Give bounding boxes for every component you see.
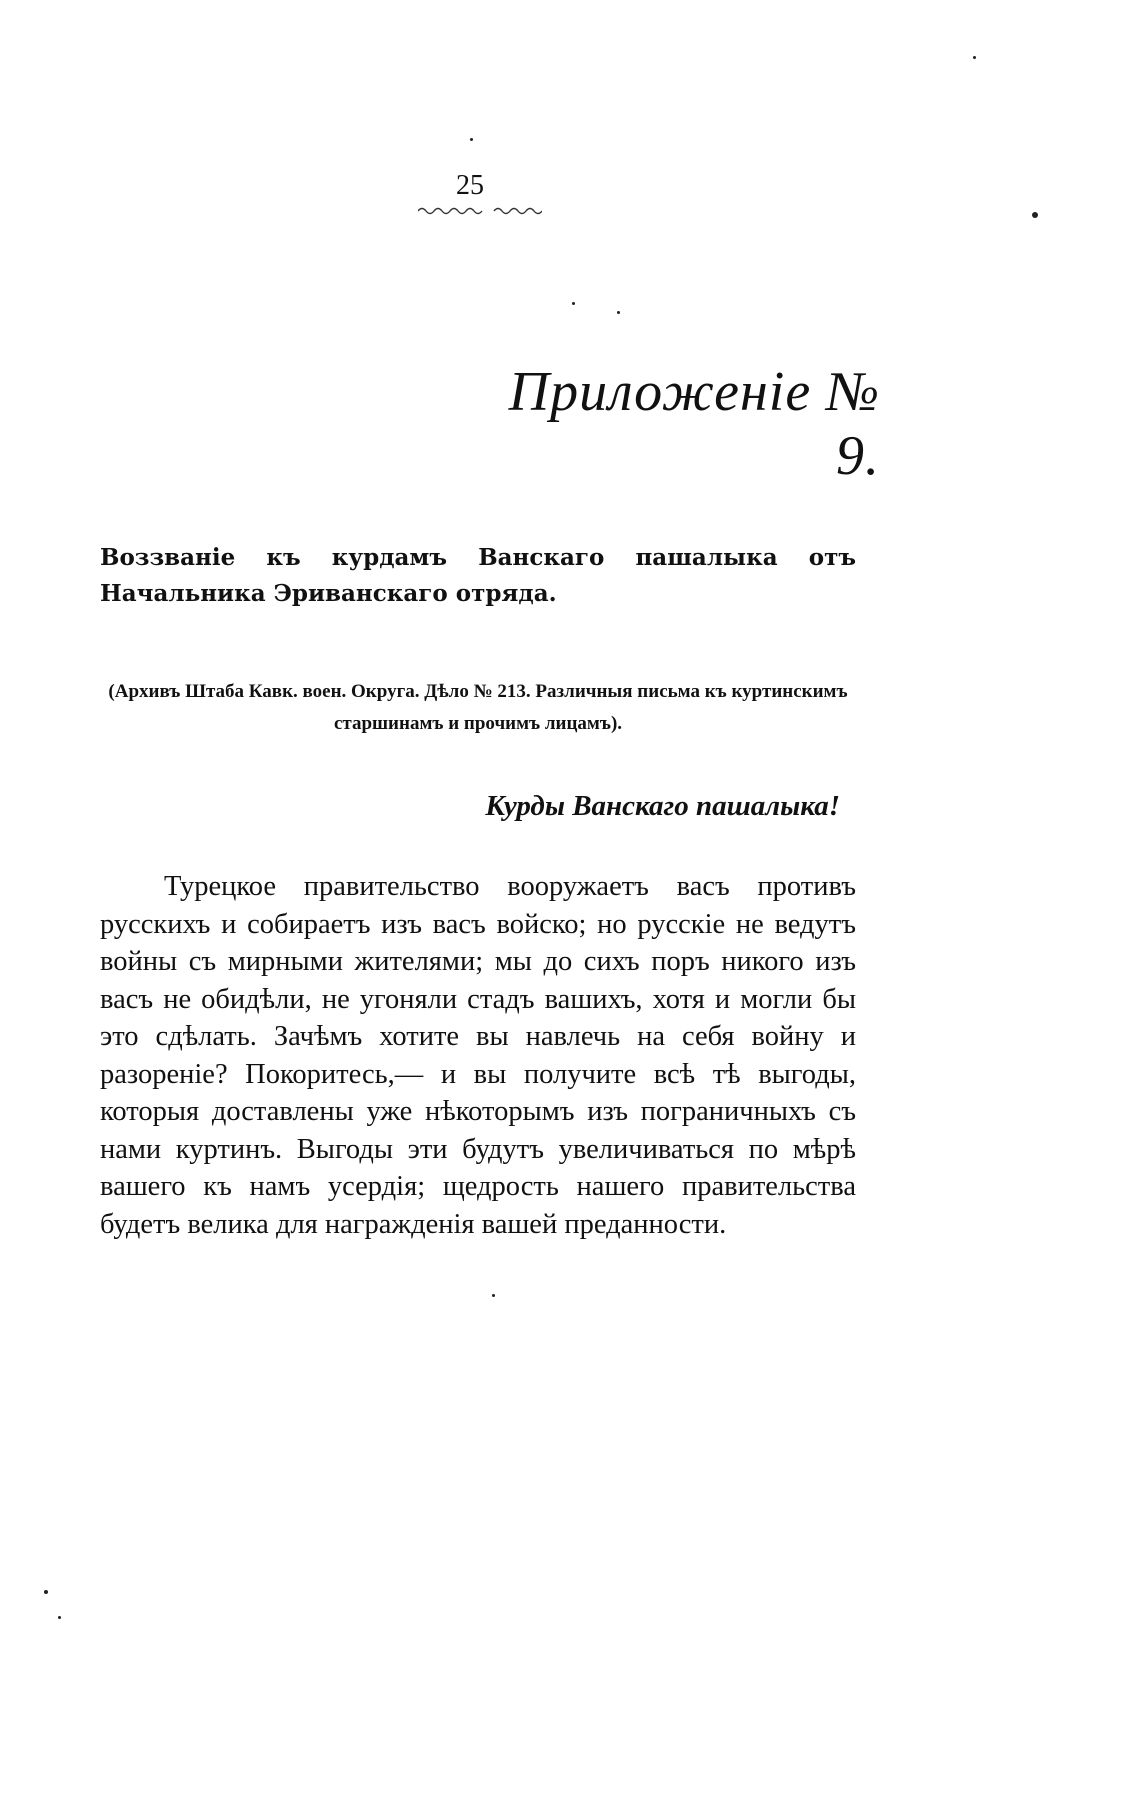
document-heading: Воззваніе къ курдамъ Ванскаго пашалыка отъ Начальника Эриванскаго отряда. xyxy=(100,544,856,607)
scan-speck xyxy=(470,138,473,141)
scan-speck xyxy=(973,56,976,59)
ornamental-squiggle xyxy=(418,206,542,216)
scan-speck xyxy=(572,302,575,305)
scan-speck xyxy=(617,311,620,314)
appendix-title: Приложеніе № 9. xyxy=(508,361,880,487)
body-paragraph: Турецкое правительство вооружаетъ васъ противъ русскихъ и собираетъ изъ васъ войско; но русскіе не ведутъ войны съ мирными жителями; мы до сихъ поръ никого изъ васъ не обидѣли, не угоняли стадъ вашихъ, хотя и могли бы это сдѣлать. Зачѣмъ хотите вы навлечь на себя войну и разореніе? Покоритесь,— и вы получите всѣ тѣ выгоды, которыя доставлены уже нѣкоторымъ изъ пограничныхъ съ нами куртинъ. Выгоды эти будутъ увеличиваться по мѣрѣ вашего къ намъ усердія; щедрость нашего правительства будетъ велика для награжденія вашей преданности. xyxy=(100,871,856,1240)
scan-speck xyxy=(58,1616,61,1619)
page-number: 25 xyxy=(456,170,484,201)
scan-speck xyxy=(1032,212,1038,218)
scan-speck xyxy=(44,1590,48,1594)
archive-reference: (Архивъ Штаба Кавк. воен. Округа. Дѣло № 213. Различныя письма къ куртинскимъ старшинамъ и прочимъ лицамъ). xyxy=(108,681,848,734)
address-line: Курды Ванскаго пашалыка! xyxy=(485,790,840,822)
scan-speck xyxy=(492,1294,495,1297)
